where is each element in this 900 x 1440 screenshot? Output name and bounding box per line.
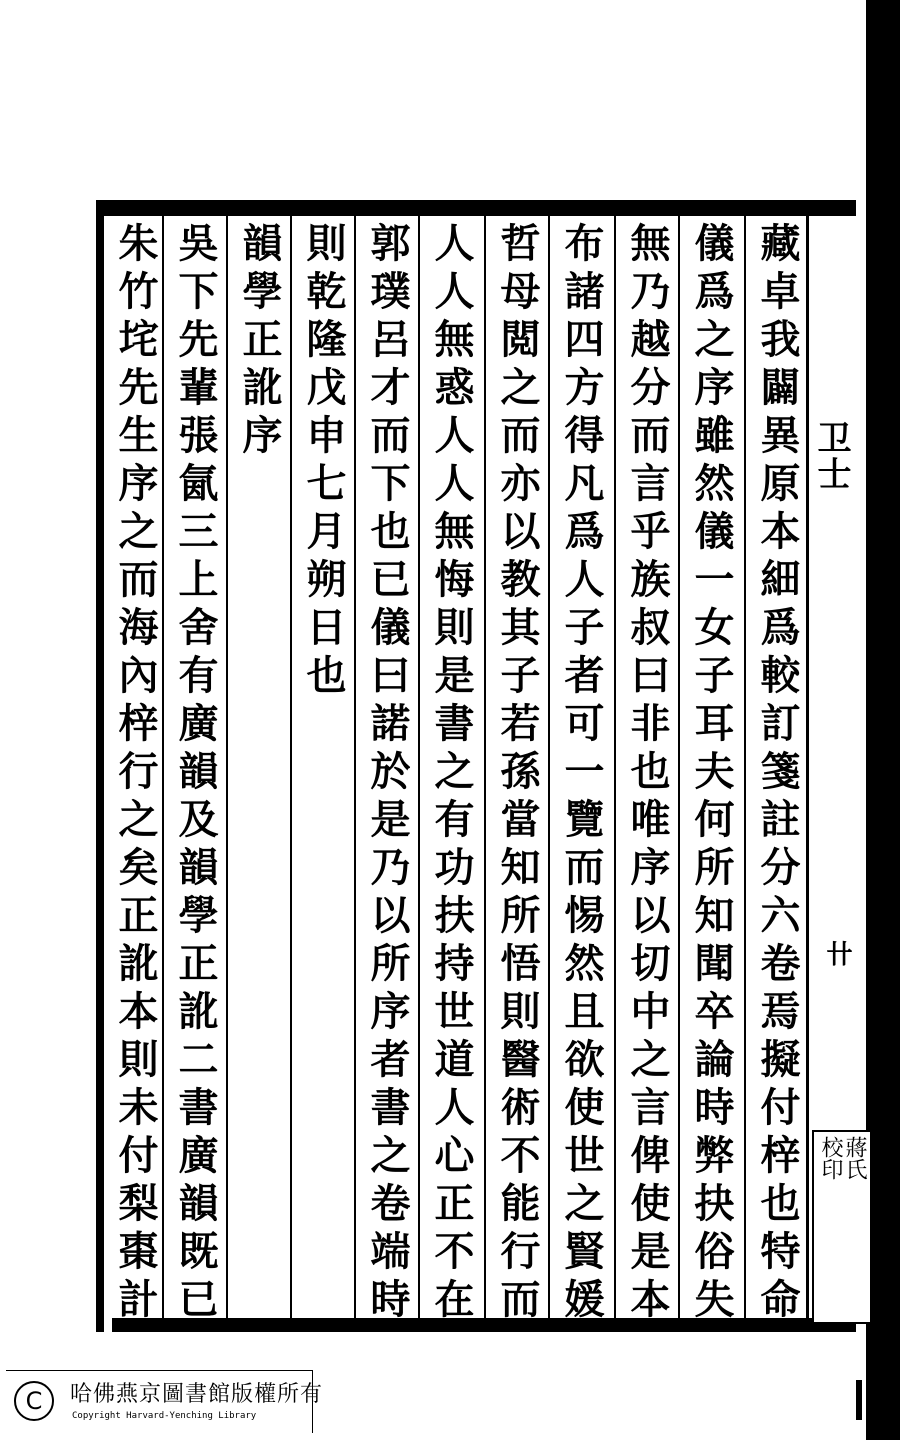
text-column-5: 哲母閲之而亦以教其子若孫當知所悟則醫術不能行而 xyxy=(494,222,541,1326)
margin-title: 卫士 xyxy=(811,420,851,492)
seal-text-right: 蔣氏 xyxy=(842,1136,867,1180)
copyright-icon: C xyxy=(14,1381,54,1421)
section-title: 韻學正訛序 xyxy=(236,222,283,462)
text-column-4: 布諸四方得凡爲人子者可一覽而惕然且欲使世之賢媛 xyxy=(558,222,605,1326)
text-column-2: 儀爲之序雖然儀一女子耳夫何所知聞卒論時弊抉俗失 xyxy=(688,222,735,1326)
copyright-text-cn: 哈佛燕京圖書館版權所有 xyxy=(70,1382,324,1407)
copyright-text-en: Copyright Harvard-Yenching Library xyxy=(72,1411,257,1421)
edge-mark xyxy=(856,1380,862,1420)
text-column-10: 吳下先輩張氤三上舍有廣韻及韻學正訛二書廣韻既已 xyxy=(172,222,219,1326)
text-column-7: 郭璞呂才而下也已儀曰諾於是乃以所序者書之卷端時 xyxy=(364,222,411,1326)
text-column-1: 藏卓我闢異原本細爲較訂箋註分六卷焉擬付梓也特命 xyxy=(754,222,801,1326)
text-column-6: 人人無惑人人無悔則是書之有功扶持世道人心正不在 xyxy=(428,222,475,1326)
text-column-8: 則乾隆戊申七月朔日也 xyxy=(300,222,347,702)
copyright-stamp xyxy=(6,1370,324,1433)
seal-text-left: 校印 xyxy=(818,1136,843,1180)
margin-page-number: 卄 xyxy=(822,940,852,966)
text-column-11: 朱竹垞先生序之而海內梓行之矣正訛本則未付梨棗計 xyxy=(112,222,159,1326)
seal-box xyxy=(812,1130,872,1324)
text-column-3: 無乃越分而言乎族叔曰非也唯序以切中之言俾使是本 xyxy=(624,222,671,1326)
page-border-left xyxy=(96,200,104,1332)
page-border-top xyxy=(96,200,856,216)
